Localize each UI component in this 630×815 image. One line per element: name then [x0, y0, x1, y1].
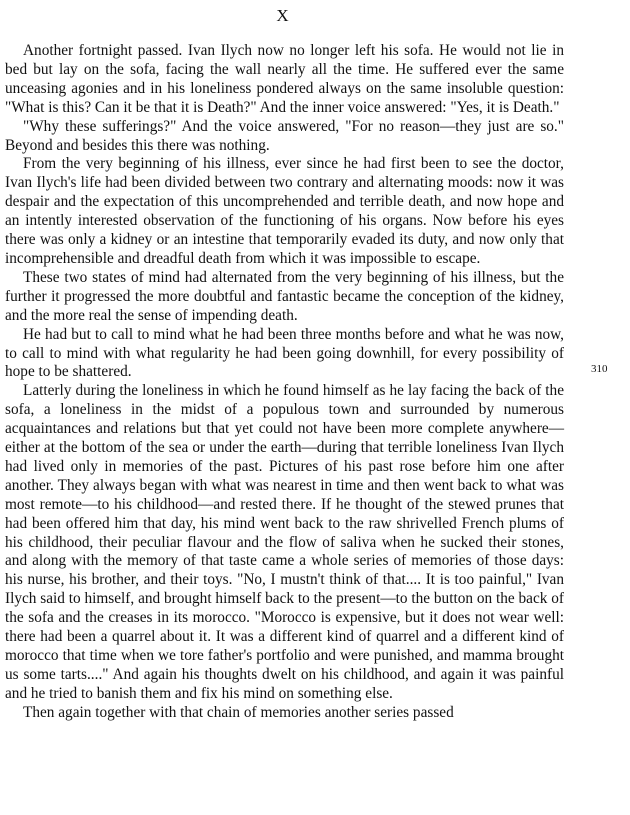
paragraph: "Why these sufferings?" And the voice answered, "For no reason—they just are so." Beyond and besides this there was nothing.: [5, 117, 564, 154]
body-text: [5, 42, 564, 723]
page-number: 310: [591, 363, 608, 375]
paragraph: Another fortnight passed. Ivan Ilych now no longer left his sofa. He would not lie in bed but lay on the sofa, facing the wall nearly all the time. He suffered ever the same unceasing agonies and in his loneliness pondered always on the same insoluble question: "What is this? Can it be that it is Death?" And the inner voice answered: "Yes, it is Death.": [5, 42, 564, 116]
paragraph: These two states of mind had alternated from the very beginning of his illness, but the further it progressed the more doubtful and fantastic became the conception of the kidney, and the more real the sense of impending death.: [5, 268, 564, 324]
paragraph: From the very beginning of his illness, ever since he had first been to see the doctor, Ivan Ilych's life had been divided between two contrary and alternating moods: now it was despair and the expectation of this uncomprehended and terrible death, and now hope and an intently interested observation of the functioning of his organs. Now before his eyes there was only a kidney or an intestine that temporarily evaded its duty, and now only that incomprehensible and dreadful death from which it was impossible to escape.: [5, 155, 564, 267]
chapter-heading: X: [276, 6, 289, 25]
paragraph: Latterly during the loneliness in which he found himself as he lay facing the back of the sofa, a loneliness in the midst of a populous town and surrounded by numerous acquaintances and relations but that yet could not have been more complete anywhere—either at the bottom of the sea or under the earth—during that terrible loneliness Ivan Ilych had lived only in memories of the past. Pictures of his past rose before him one after another. They always began with what was nearest in time and then went back to what was most remote—to his childhood—and rested there. If he thought of the stewed prunes that had been offered him that day, his mind went back to the raw shrivelled French plums of his childhood, their peculiar flavour and the flow of saliva when he sucked their stones, and along with the memory of that taste came a whole series of memories of those days: his nurse, his brother, and their toys. "No, I mustn't think of that.... It is too painful," Ivan Ilych said to himself, and brought himself back to the present—to the button on the back of the sofa and the creases in its morocco. "Morocco is expensive, but it does not wear well: there had been a quarrel about it. It was a different kind of quarrel and a different kind of morocco that time when we tore father's portfolio and were punished, and mamma brought us some tarts...." And again his thoughts dwelt on his childhood, and again it was painful and he tried to banish them and fix his mind on something else.: [5, 382, 564, 702]
paragraph: Then again together with that chain of memories another series passed: [23, 703, 454, 721]
paragraph: He had but to call to mind what he had been three months before and what he was now, to call to mind with what regularity he had been going downhill, for every possibility of hope to be shattered.: [5, 325, 564, 381]
